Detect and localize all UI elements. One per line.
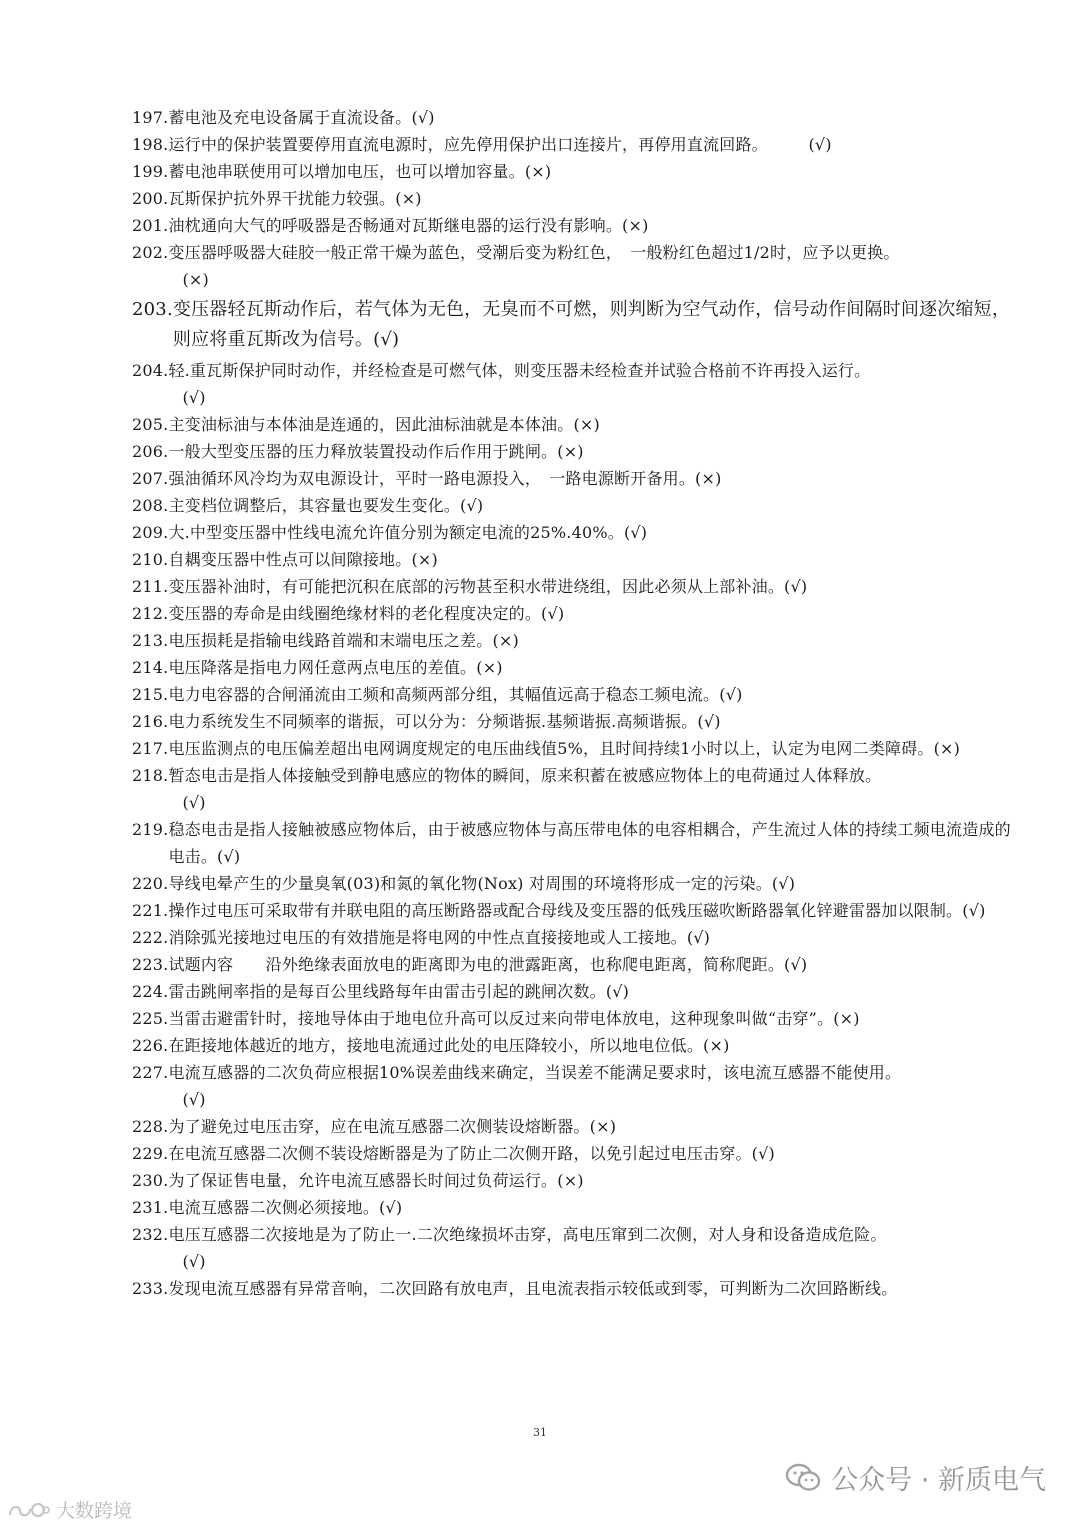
question-number: 225. [132, 1009, 169, 1028]
question-number: 202. [132, 243, 169, 262]
question-text: 暂态电击是指人体接触受到静电感应的物体的瞬间，原来积蓄在被感应物体上的电荷通过人体释放。 [168, 766, 882, 785]
question-item [132, 357, 1022, 411]
question-number: 199. [132, 162, 169, 181]
question-number: 203. [132, 299, 173, 320]
question-text-block [168, 924, 1022, 951]
question-text: 稳态电击是指人接触被感应物体后，由于被感应物体与高压带电体的电容相耦合，产生流过人体的持续工频电流造成的电击。 [168, 820, 1011, 866]
question-text-block [168, 411, 1022, 438]
question-number: 216. [132, 712, 169, 731]
question-item [132, 654, 1022, 681]
question-text-block [168, 519, 1022, 546]
question-text-block [168, 438, 1022, 465]
question-item [132, 411, 1022, 438]
question-number: 208. [132, 496, 169, 515]
question-number: 224. [132, 982, 169, 1001]
question-item [132, 870, 1022, 897]
question-text: 当雷击避雷针时，接地导体由于地电位升高可以反过来向带电体放电，这种现象叫做“击穿”。 [168, 1009, 834, 1028]
question-item [132, 708, 1022, 735]
question-text-block [168, 654, 1022, 681]
question-text: 强油循环风冷均为双电源设计，平时一路电源投入， 一路电源断开备用。 [168, 469, 696, 488]
answer-mark: (×) [933, 739, 961, 758]
answer-mark: (√) [623, 523, 648, 542]
page-number: 31 [533, 1426, 547, 1439]
question-number: 222. [132, 928, 169, 947]
question-text: 发现电流互感器有异常音响，二次回路有放电声，且电流表指示较低或到零，可判断为二次回路断线。 [168, 1279, 898, 1298]
answer-mark: (√) [605, 982, 630, 1001]
question-item [132, 600, 1022, 627]
answer-spacer [760, 135, 809, 154]
question-item [132, 735, 1022, 762]
question-text: 电流互感器二次侧必须接地。 [168, 1198, 380, 1217]
answer-mark: (×) [476, 658, 503, 677]
answer-mark: (×) [557, 442, 584, 461]
answer-mark: (√) [182, 388, 206, 407]
question-item [132, 492, 1022, 519]
question-number: 207. [132, 469, 169, 488]
question-text: 一般大型变压器的压力释放装置投动作后作用于跳闸。 [168, 442, 558, 461]
answer-mark: (√) [411, 108, 435, 127]
answer-mark: (√) [697, 712, 721, 731]
question-text-block [168, 708, 1022, 735]
question-text: 轻.重瓦斯保护同时动作，并经检查是可燃气体，则变压器未经检查并试验合格前不许再投入运行。 [168, 361, 871, 380]
wechat-icon [785, 1463, 821, 1493]
question-text: 试题内容 沿外绝缘表面放电的距离即为电的泄露距离，也称爬电距离，简称爬距。 [168, 955, 785, 974]
question-text-block [168, 951, 1022, 978]
question-text-block [168, 104, 1022, 131]
question-text: 运行中的保护装置要停用直流电源时，应先停用保护出口连接片，再停用直流回路。 [168, 135, 760, 154]
question-text: 为了避免过电压击穿，应在电流互感器二次侧装设熔断器。 [168, 1117, 590, 1136]
answer-mark: (×) [524, 162, 552, 181]
question-item [132, 239, 1022, 293]
question-item [132, 1221, 1022, 1275]
question-item [132, 1275, 1022, 1302]
question-text-block [168, 762, 1022, 816]
question-text: 电压降落是指电力网任意两点电压的差值。 [168, 658, 477, 677]
question-number: 233. [132, 1279, 169, 1298]
question-number: 229. [132, 1144, 169, 1163]
question-text: 瓦斯保护抗外界干扰能力较强。 [168, 189, 396, 208]
question-number: 197. [132, 108, 169, 127]
question-text: 变压器补油时，有可能把沉积在底部的污物甚至积水带进绕组，因此必须从上部补油。 [168, 577, 785, 596]
question-number: 218. [132, 766, 169, 785]
question-text: 电压监测点的电压偏差超出电网调度规定的电压曲线值5%，且时间持续1小时以上，认定为电网二类障碍。 [168, 739, 934, 758]
question-item [132, 519, 1022, 546]
question-number: 210. [132, 550, 169, 569]
question-text: 雷击跳闸率指的是每百公里线路每年由雷击引起的跳闸次数。 [168, 982, 606, 1001]
question-text-block [168, 1221, 1022, 1275]
question-text-block [168, 573, 1022, 600]
question-item [132, 573, 1022, 600]
question-text-block [168, 492, 1022, 519]
question-text: 电流互感器的二次负荷应根据10%误差曲线来确定，当误差不能满足要求时，该电流互感器不能使用。 [168, 1063, 902, 1082]
question-number: 200. [132, 189, 169, 208]
answer-mark: (×) [573, 415, 600, 434]
question-text-block [168, 1005, 1022, 1032]
answer-mark: (×) [395, 189, 422, 208]
question-text-block [168, 546, 1022, 573]
question-item [132, 1167, 1022, 1194]
answer-mark: (×) [557, 1171, 584, 1190]
question-text-block [168, 158, 1022, 185]
answer-mark: (×) [703, 1036, 730, 1055]
answer-mark: (√) [541, 604, 565, 623]
question-text-block [168, 681, 1022, 708]
question-item [132, 1005, 1022, 1032]
question-item [132, 762, 1022, 816]
wechat-account-text: 公众号 · 新质电气 [831, 1465, 1046, 1496]
answer-mark: (×) [589, 1117, 617, 1136]
question-item [132, 131, 1022, 158]
answer-mark: (×) [695, 469, 722, 488]
question-text: 在电流互感器二次侧不装设熔断器是为了防止二次侧开路，以免引起过电压击穿。 [168, 1144, 752, 1163]
question-text: 为了保证售电量，允许电流互感器长时间过负荷运行。 [168, 1171, 558, 1190]
answer-mark: (√) [784, 955, 808, 974]
question-text: 变压器轻瓦斯动作后，若气体为无色，无臭而不可燃，则判断为空气动作，信号动作间隔时间逐次缩短，则应将重瓦斯改为信号。 [172, 299, 1011, 350]
question-number: 206. [132, 442, 169, 461]
question-text-block [168, 1140, 1022, 1167]
question-text: 变压器的寿命是由线圈绝缘材料的老化程度决定的。 [168, 604, 542, 623]
question-number: 226. [132, 1036, 169, 1055]
question-text: 主变油标油与本体油是连通的，因此油标油就是本体油。 [168, 415, 574, 434]
answer-mark: (√) [182, 793, 206, 812]
question-text-block [168, 357, 1022, 411]
question-number: 221. [132, 901, 169, 920]
answer-mark: (√) [751, 1144, 775, 1163]
question-text: 导线电晕产生的少量臭氧(03)和氮的氧化物(Nox) 对周围的环境将形成一定的污染。 [168, 874, 772, 893]
question-text: 大.中型变压器中性线电流允许值分别为额定电流的25%.40%。 [168, 523, 624, 542]
question-text-block [168, 1032, 1022, 1059]
question-list [132, 104, 1022, 1302]
question-number: 215. [132, 685, 169, 704]
question-item [132, 212, 1022, 239]
answer-mark: (√) [373, 329, 400, 350]
question-number: 217. [132, 739, 169, 758]
question-text: 电压损耗是指输电线路首端和末端电压之差。 [168, 631, 493, 650]
corner-watermark-text: 大数跨境 [56, 1500, 133, 1522]
answer-mark: (×) [182, 270, 209, 289]
question-number: 214. [132, 658, 169, 677]
question-item [132, 1113, 1022, 1140]
question-item [132, 158, 1022, 185]
question-text: 消除弧光接地过电压的有效措施是将电网的中性点直接接地或人工接地。 [168, 928, 687, 947]
question-text-block [168, 465, 1022, 492]
answer-mark: (√) [182, 1252, 206, 1271]
question-number: 231. [132, 1198, 169, 1217]
question-number: 220. [132, 874, 169, 893]
answer-mark: (√) [719, 685, 743, 704]
question-text-block [168, 870, 1022, 897]
question-number: 204. [132, 361, 169, 380]
question-item [132, 816, 1022, 870]
question-text-block [168, 1275, 1022, 1302]
question-text-block [168, 185, 1022, 212]
question-text: 蓄电池串联使用可以增加电压，也可以增加容量。 [168, 162, 525, 181]
answer-mark: (√) [460, 496, 484, 515]
answer-mark: (√) [686, 928, 711, 947]
logo-icon [6, 1499, 50, 1521]
question-text: 在距接地体越近的地方，接地电流通过此处的电压降较小，所以地电位低。 [168, 1036, 704, 1055]
question-text-block [168, 816, 1022, 870]
question-number: 227. [132, 1063, 169, 1082]
question-item [132, 627, 1022, 654]
question-text-block [168, 1167, 1022, 1194]
question-text-block [168, 239, 1022, 293]
answer-mark: (√) [379, 1198, 403, 1217]
question-item [132, 1059, 1022, 1113]
answer-mark: (√) [771, 874, 796, 893]
question-item [132, 1194, 1022, 1221]
question-item [132, 681, 1022, 708]
question-text: 变压器呼吸器大硅胶一般正常干燥为蓝色，受潮后变为粉红色， 一般粉红色超过1/2时，应予以更换。 [168, 243, 900, 262]
question-number: 230. [132, 1171, 169, 1190]
answer-mark: (×) [833, 1009, 860, 1028]
answer-mark: (×) [411, 550, 438, 569]
question-number: 209. [132, 523, 169, 542]
answer-mark: (√) [182, 1090, 206, 1109]
question-item [132, 546, 1022, 573]
question-item [132, 465, 1022, 492]
question-item [132, 1032, 1022, 1059]
question-text-block [168, 978, 1022, 1005]
question-number: 213. [132, 631, 169, 650]
question-item [132, 185, 1022, 212]
answer-mark: (×) [492, 631, 519, 650]
question-text-block [168, 600, 1022, 627]
question-item [132, 978, 1022, 1005]
wechat-watermark [785, 1458, 1046, 1497]
question-text: 电力电容器的合闸涌流由工频和高频两部分组，其幅值远高于稳态工频电流。 [168, 685, 720, 704]
corner-watermark [6, 1496, 132, 1523]
question-text-block [168, 1194, 1022, 1221]
question-text-block [168, 1059, 1022, 1113]
question-item [132, 295, 1022, 355]
question-item [132, 924, 1022, 951]
question-number: 205. [132, 415, 169, 434]
question-number: 223. [132, 955, 169, 974]
question-number: 198. [132, 135, 169, 154]
answer-mark: (√) [784, 577, 808, 596]
question-text-block [168, 627, 1022, 654]
question-text-block [168, 897, 1022, 924]
question-text: 电压互感器二次接地是为了防止一.二次绝缘损坏击穿，高电压窜到二次侧，对人身和设备造成危险。 [168, 1225, 887, 1244]
answer-mark: (√) [962, 901, 986, 920]
question-number: 211. [132, 577, 169, 596]
question-text: 电力系统发生不同频率的谐振，可以分为：分频谐振.基频谐振.高频谐振。 [168, 712, 698, 731]
question-number: 201. [132, 216, 169, 235]
question-number: 212. [132, 604, 169, 623]
question-text: 自耦变压器中性点可以间隙接地。 [168, 550, 412, 569]
question-text: 油枕通向大气的呼吸器是否畅通对瓦斯继电器的运行没有影响。 [168, 216, 623, 235]
question-text: 操作过电压可采取带有并联电阻的高压断路器或配合母线及变压器的低残压磁吹断路器氧化锌避雷器加以限制。 [168, 901, 963, 920]
question-item [132, 104, 1022, 131]
question-text-block [168, 1113, 1022, 1140]
answer-mark: (√) [808, 135, 832, 154]
question-item [132, 897, 1022, 924]
question-text-block [168, 735, 1022, 762]
question-text-block [168, 212, 1022, 239]
question-text-block [173, 295, 1022, 355]
question-item [132, 1140, 1022, 1167]
answer-mark: (×) [622, 216, 649, 235]
answer-mark: (√) [217, 847, 241, 866]
question-text: 主变档位调整后，其容量也要发生变化。 [168, 496, 461, 515]
question-text-block [168, 131, 1022, 158]
question-number: 232. [132, 1225, 169, 1244]
question-number: 219. [132, 820, 169, 839]
question-text: 蓄电池及充电设备属于直流设备。 [168, 108, 412, 127]
question-item [132, 438, 1022, 465]
question-item [132, 951, 1022, 978]
question-number: 228. [132, 1117, 169, 1136]
